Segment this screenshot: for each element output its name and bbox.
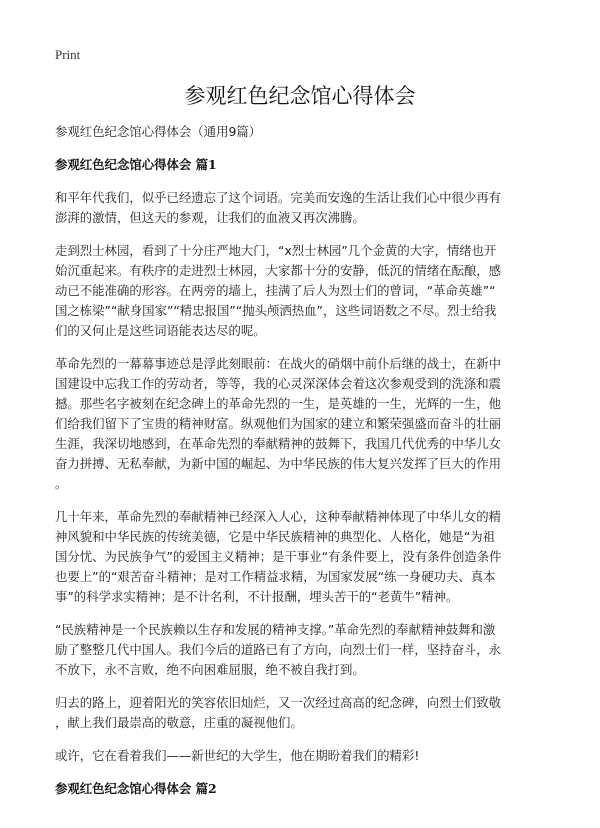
paragraph-line: 澎湃的激情，但这天的参观，让我们的血液又再次沸腾。 [55, 210, 365, 225]
paragraph-line: 革命先烈的一幕幕事迹总是浮此刻眼前：在战火的硝烟中前仆后继的战士，在新中 [55, 356, 502, 371]
paragraph [55, 693, 555, 733]
paragraph-line: 。 [55, 476, 68, 491]
section-1-paragraphs [55, 188, 555, 766]
paragraph [55, 188, 555, 228]
paragraph-line: 国之栋梁”“献身国家”“精忠报国”“抛头颅洒热血”，这些词语数之不尽。烈士给我 [55, 303, 497, 318]
print-link[interactable]: Print [55, 47, 81, 62]
paragraph-line: 们的又何止是这些词语能表达尽的呢。 [55, 323, 266, 338]
paragraph-line: 事”的科学求实精神；是不计名利，不计报酬，埋头苦干的“老黄牛”精神。 [55, 589, 459, 604]
paragraph-line: 几十年来，革命先烈的奉献精神已经深入人心，这种奉献精神体现了中华儿女的精 [55, 509, 502, 524]
paragraph-line: 走到烈士林园，看到了十分庄严地大门，“x烈士林园”几个金黄的大字，情绪也开 [55, 243, 497, 258]
paragraph-line: 神风貌和中华民族的传统美德，它是中华民族精神的典型化、人格化，她是“为祖 [55, 529, 496, 544]
document-body [55, 122, 555, 812]
paragraph-line: 国建设中忘我工作的劳动者，等等，我的心灵深深体会着这次参观受到的洗涤和震 [55, 376, 502, 391]
page-title: 参观红色纪念馆心得体会 [184, 84, 416, 108]
paragraph-line: ，献上我们最崇高的敬意，庄重的凝视他们。 [55, 715, 303, 730]
paragraph [55, 507, 555, 607]
paragraph-line: 励了整整几代中国人。我们今后的道路已有了方向，向烈士们一样，坚持奋斗，永 [55, 642, 502, 657]
paragraph-line: 始沉重起来。有秩序的走进烈士林园，大家都十分的安静，低沉的情绪在酝酿，感 [55, 263, 502, 278]
paragraph-line: 们给我们留下了宝贵的精神财富。纵观他们为国家的建立和繁荣强盛而奋斗的壮丽 [55, 416, 502, 431]
paragraph [55, 746, 555, 766]
paragraph-line: 国分忧、为民族争气”的爱国主义精神；是干事业“有条件要上，没有条件创造条件 [55, 549, 502, 564]
paragraph [55, 354, 555, 494]
paragraph-line: 归去的路上，迎着阳光的笑容依旧灿烂，又一次经过高高的纪念碑，向烈士们致敬 [55, 695, 502, 710]
paragraph-line: 和平年代我们，似乎已经遗忘了这个词语。完美而安逸的生活让我们心中很少再有 [55, 190, 502, 205]
paragraph-line: 奋力拼搏、无私奉献，为新中国的崛起、为中华民族的伟大复兴发挥了巨大的作用 [55, 456, 502, 471]
paragraph [55, 241, 555, 341]
paragraph [55, 620, 555, 680]
paragraph-line: 撼。那些名字被刻在纪念碑上的革命先烈的一生，是英雄的一生，光辉的一生，他 [55, 396, 502, 411]
section-heading-1: 参观红色纪念馆心得体会 篇1 [55, 157, 217, 172]
paragraph-line: 或许，它在看着我们——新世纪的大学生，他在期盼着我们的精彩! [55, 748, 420, 763]
paragraph-line: 生涯，我深切地感到，在革命先烈的奉献精神的鼓舞下，我国几代优秀的中华儿女 [55, 436, 502, 451]
paragraph-line: 不放下，永不言败，绝不向困难屈服，绝不被自我打到。 [55, 662, 365, 677]
paragraph-line: 动已不能准确的形容。在两旁的墙上，挂满了后人为烈士们的曾词，“革命英雄”“ [55, 283, 496, 298]
paragraph-line: “民族精神是一个民族赖以生存和发展的精神支撑。”革命先烈的奉献精神鼓舞和激 [55, 622, 496, 637]
paragraph-line: 也要上”的“艰苦奋斗精神；是对工作精益求精，为国家发展“练一身硬功夫、真本 [55, 569, 496, 584]
document-subtitle: 参观红色纪念馆心得体会（通用9篇） [55, 124, 262, 139]
section-heading-2: 参观红色纪念馆心得体会 篇2 [55, 781, 217, 796]
